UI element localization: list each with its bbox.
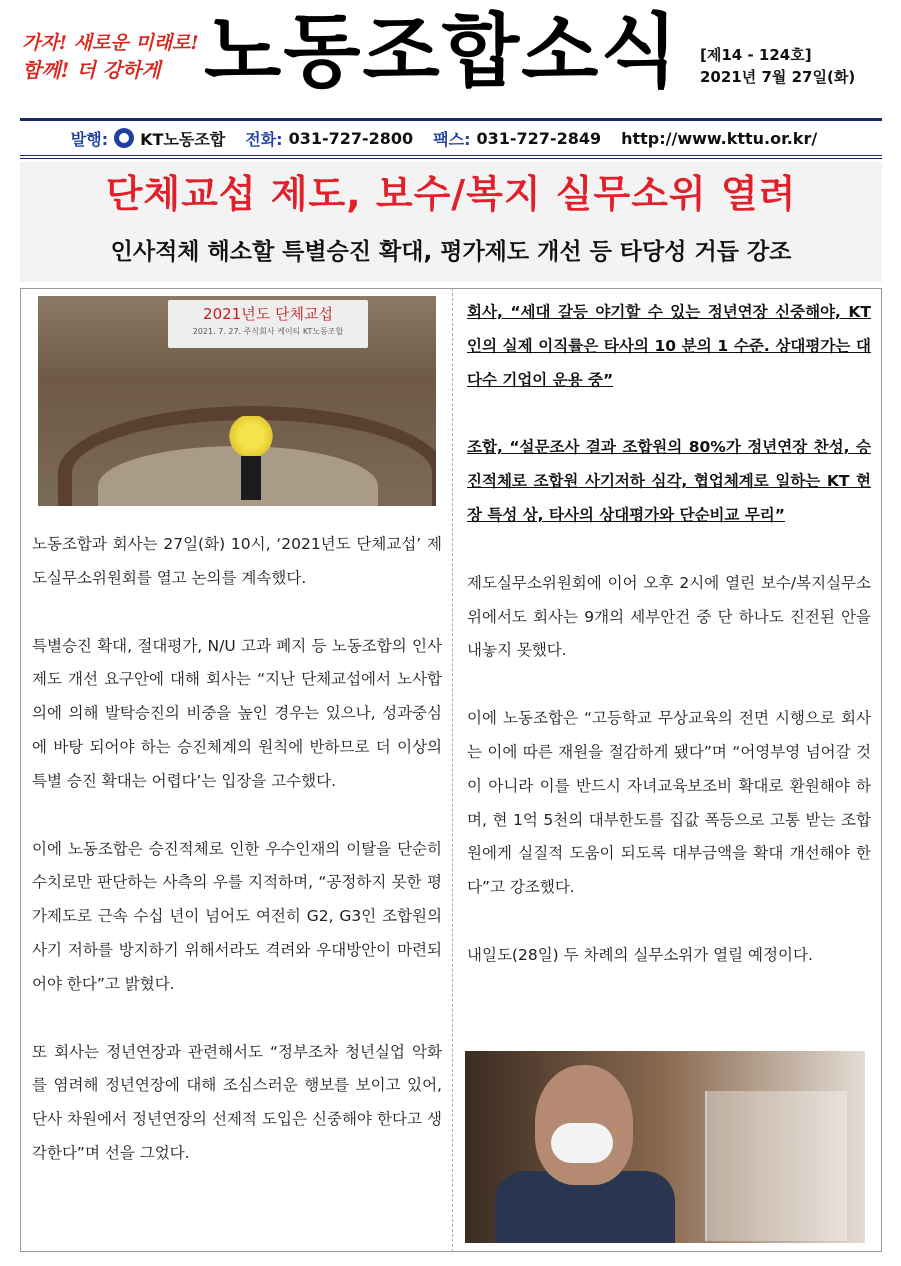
masthead-title: 노동조합소식 [204, 5, 680, 98]
slogan-line-2: 함께! 더 강하게 [22, 58, 161, 82]
subheadline: 인사적체 해소할 특별승진 확대, 평가제도 개선 등 타당성 거듭 강조 [110, 239, 792, 265]
kttu-logo-icon [114, 128, 134, 148]
slogan-line-1: 가자! 새로운 미래로! [22, 32, 199, 54]
fax-number: 031-727-2849 [476, 128, 602, 148]
slogan [22, 30, 202, 84]
column-divider [452, 288, 453, 1252]
right-column [467, 296, 871, 1007]
fax-label: 팩스: [433, 129, 471, 149]
issue-info [700, 44, 855, 88]
phone-label: 전화: [245, 129, 283, 149]
union-quote: 조합, “설문조사 결과 조합원의 80%가 정년연장 찬성, 승진적체로 조합원 사기저하 심각, 협업체계로 일하는 KT 현장 특성 상, 타사의 상대평가와 단순비교 무리” [467, 438, 871, 524]
phone-number: 031-727-2800 [288, 128, 414, 148]
website-link[interactable]: http://www.kttu.or.kr/ [621, 128, 818, 148]
publisher-label: 발행: [70, 129, 109, 149]
photo-pot [241, 456, 261, 500]
left-paragraph: 특별승진 확대, 절대평가, N/U 고과 폐지 등 노동조합의 인사제도 개선 요구안에 대해 회사는 “지난 단체교섭에서 노사합의에 의해 발탁승진의 비중을 높인 경우는 있으나, 성과중심에 바탕 되어야 하는 승진체계의 원칙에 반하므로 더 이상의 특별 승진 확대는 어렵다’는 입장을 고수했다. [32, 636, 442, 790]
issue-date: 2021년 7월 27일(화) [700, 68, 856, 86]
right-paragraph: 내일도(28일) 두 차례의 실무소위가 열릴 예정이다. [467, 945, 813, 964]
left-paragraph: 노동조합과 회사는 27일(화) 10시, ‘2021년도 단체교섭’ 제도실무소위원회를 열고 논의를 계속했다. [32, 535, 442, 587]
bargaining-meeting-photo [38, 296, 436, 506]
face-mask-icon [551, 1123, 613, 1163]
photo-partition [705, 1091, 847, 1241]
headline: 단체교섭 제도, 보수/복지 실무소위 열려 [105, 172, 797, 216]
publisher-name: KT노동조합 [140, 129, 226, 149]
left-column [32, 528, 442, 1205]
photo-banner-sub: 2021. 7. 27. 주식회사 케이티 KT노동조합 [192, 327, 344, 336]
left-paragraph: 또 회사는 정년연장과 관련해서도 “정부조차 청년실업 악화를 염려해 정년연장에 대해 조심스러운 행보를 보이고 있어, 단사 차원에서 정년연장의 선제적 도입은 신중해야 한다고 생각한다”며 선을 그었다. [32, 1042, 442, 1162]
right-paragraph: 제도실무소위원회에 이어 오후 2시에 열린 보수/복지실무소위에서도 회사는 9개의 세부안건 중 단 하나도 진전된 안을 내놓지 못했다. [467, 573, 871, 660]
company-quote: 회사, “세대 갈등 야기할 수 있는 정년연장 신중해야, KT 인의 실제 이직률은 타사의 10 분의 1 수준. 상대평가는 대다수 기업이 운용 중” [467, 303, 871, 389]
union-representative-photo [465, 1051, 865, 1243]
left-paragraph: 이에 노동조합은 승진적체로 인한 우수인재의 이탈을 단순히 수치로만 판단하는 사측의 우를 지적하며, “공정하지 못한 평가제도로 근속 수십 년이 넘어도 여전히 G2, G3인 조합원의 사기 저하를 방지하기 위해서라도 격려와 우대방안이 마련되어야 한다”고 밝혔다. [32, 839, 442, 993]
right-paragraph: 이에 노동조합은 “고등학교 무상교육의 전면 시행으로 회사는 이에 따른 재원을 절감하게 됐다”며 “어영부영 넘어갈 것이 아니라 이를 반드시 자녀교육보조비 확대로 환원해야 하며, 현 1억 5천의 대부한도를 집값 폭등으로 고통 받는 조합원에게 실질적 도움이 되도록 대부금액을 확대 개선해야 한다”고 강조했다. [467, 709, 871, 897]
contact-bar [20, 118, 882, 159]
issue-number: [제14 - 124호] [700, 46, 812, 64]
photo-banner-title: 2021년도 단체교섭 [203, 305, 333, 323]
flower-icon [228, 416, 274, 456]
photo-banner [168, 300, 368, 348]
